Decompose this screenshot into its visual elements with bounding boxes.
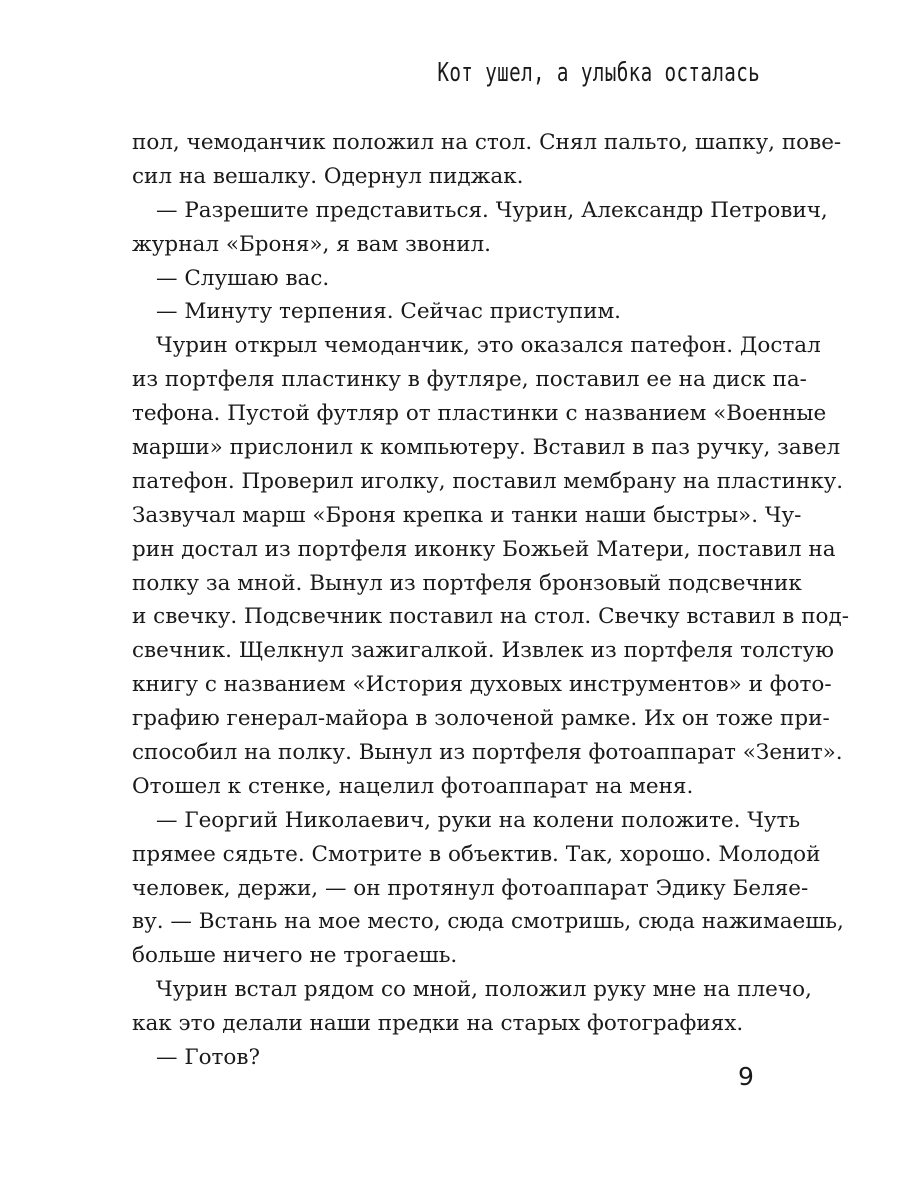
text-line: рин достал из портфеля иконку Божьей Матери, поставил на bbox=[132, 536, 836, 562]
text-line: — Слушаю вас. bbox=[156, 265, 330, 291]
text-line: и свечку. Подсвечник поставил на стол. Свечку вставил в под- bbox=[132, 604, 850, 630]
text-line: — Минуту терпения. Сейчас приступим. bbox=[156, 299, 622, 325]
text-line: ву. — Встань на мое место, сюда смотришь, сюда нажимаешь, bbox=[132, 909, 844, 935]
text-line: способил на полку. Вынул из портфеля фотоаппарат «Зенит». bbox=[132, 740, 843, 766]
text-line: из портфеля пластинку в футляре, поставил ее на диск па- bbox=[132, 367, 807, 393]
text-line: Отошел к стенке, нацелил фотоаппарат на меня. bbox=[132, 773, 694, 799]
text-line: больше ничего не трогаешь. bbox=[132, 943, 458, 969]
text-line: — Разрешите представиться. Чурин, Александр Петрович, bbox=[156, 197, 828, 223]
body-text bbox=[132, 126, 850, 1075]
text-line: свечник. Щелкнул зажигалкой. Извлек из портфеля толстую bbox=[132, 638, 834, 664]
text-line: Зазвучал марш «Броня крепка и танки наши быстры». Чу- bbox=[132, 502, 802, 528]
text-line: пол, чемоданчик положил на стол. Снял пальто, шапку, пове- bbox=[132, 130, 842, 155]
text-line: Чурин встал рядом со мной, положил руку мне на плечо, bbox=[156, 977, 812, 1003]
text-line: полку за мной. Вынул из портфеля бронзовый подсвечник bbox=[132, 570, 802, 596]
text-line: журнал «Броня», я вам звонил. bbox=[132, 231, 492, 257]
text-line: — Готов? bbox=[156, 1045, 260, 1071]
text-line: тефона. Пустой футляр от пластинки с названием «Военные bbox=[132, 401, 827, 427]
text-line: — Георгий Николаевич, руки на колени положите. Чуть bbox=[156, 807, 801, 833]
text-line: как это делали наши предки на старых фотографиях. bbox=[132, 1011, 744, 1037]
text-line: патефон. Проверил иголку, поставил мембрану на пластинку. bbox=[132, 468, 844, 494]
text-line: марши» прислонил к компьютеру. Вставил в паз ручку, завел bbox=[132, 435, 841, 461]
text-line: книгу с названием «История духовых инструментов» и фото- bbox=[132, 672, 832, 698]
text-line: человек, держи, — он протянул фотоаппарат Эдику Беляе- bbox=[132, 875, 809, 901]
text-line: Чурин открыл чемоданчик, это оказался патефон. Достал bbox=[156, 333, 821, 359]
text-line: графию генерал-майора в золоченой рамке. Их он тоже при- bbox=[132, 706, 830, 732]
text-line: сил на вешалку. Одернул пиджак. bbox=[132, 163, 524, 189]
text-line: прямее сядьте. Смотрите в объектив. Так, хорошо. Молодой bbox=[132, 841, 821, 867]
running-head: Кот ушел, а улыбка осталась bbox=[437, 58, 760, 88]
page-number: 9 bbox=[738, 1062, 754, 1091]
